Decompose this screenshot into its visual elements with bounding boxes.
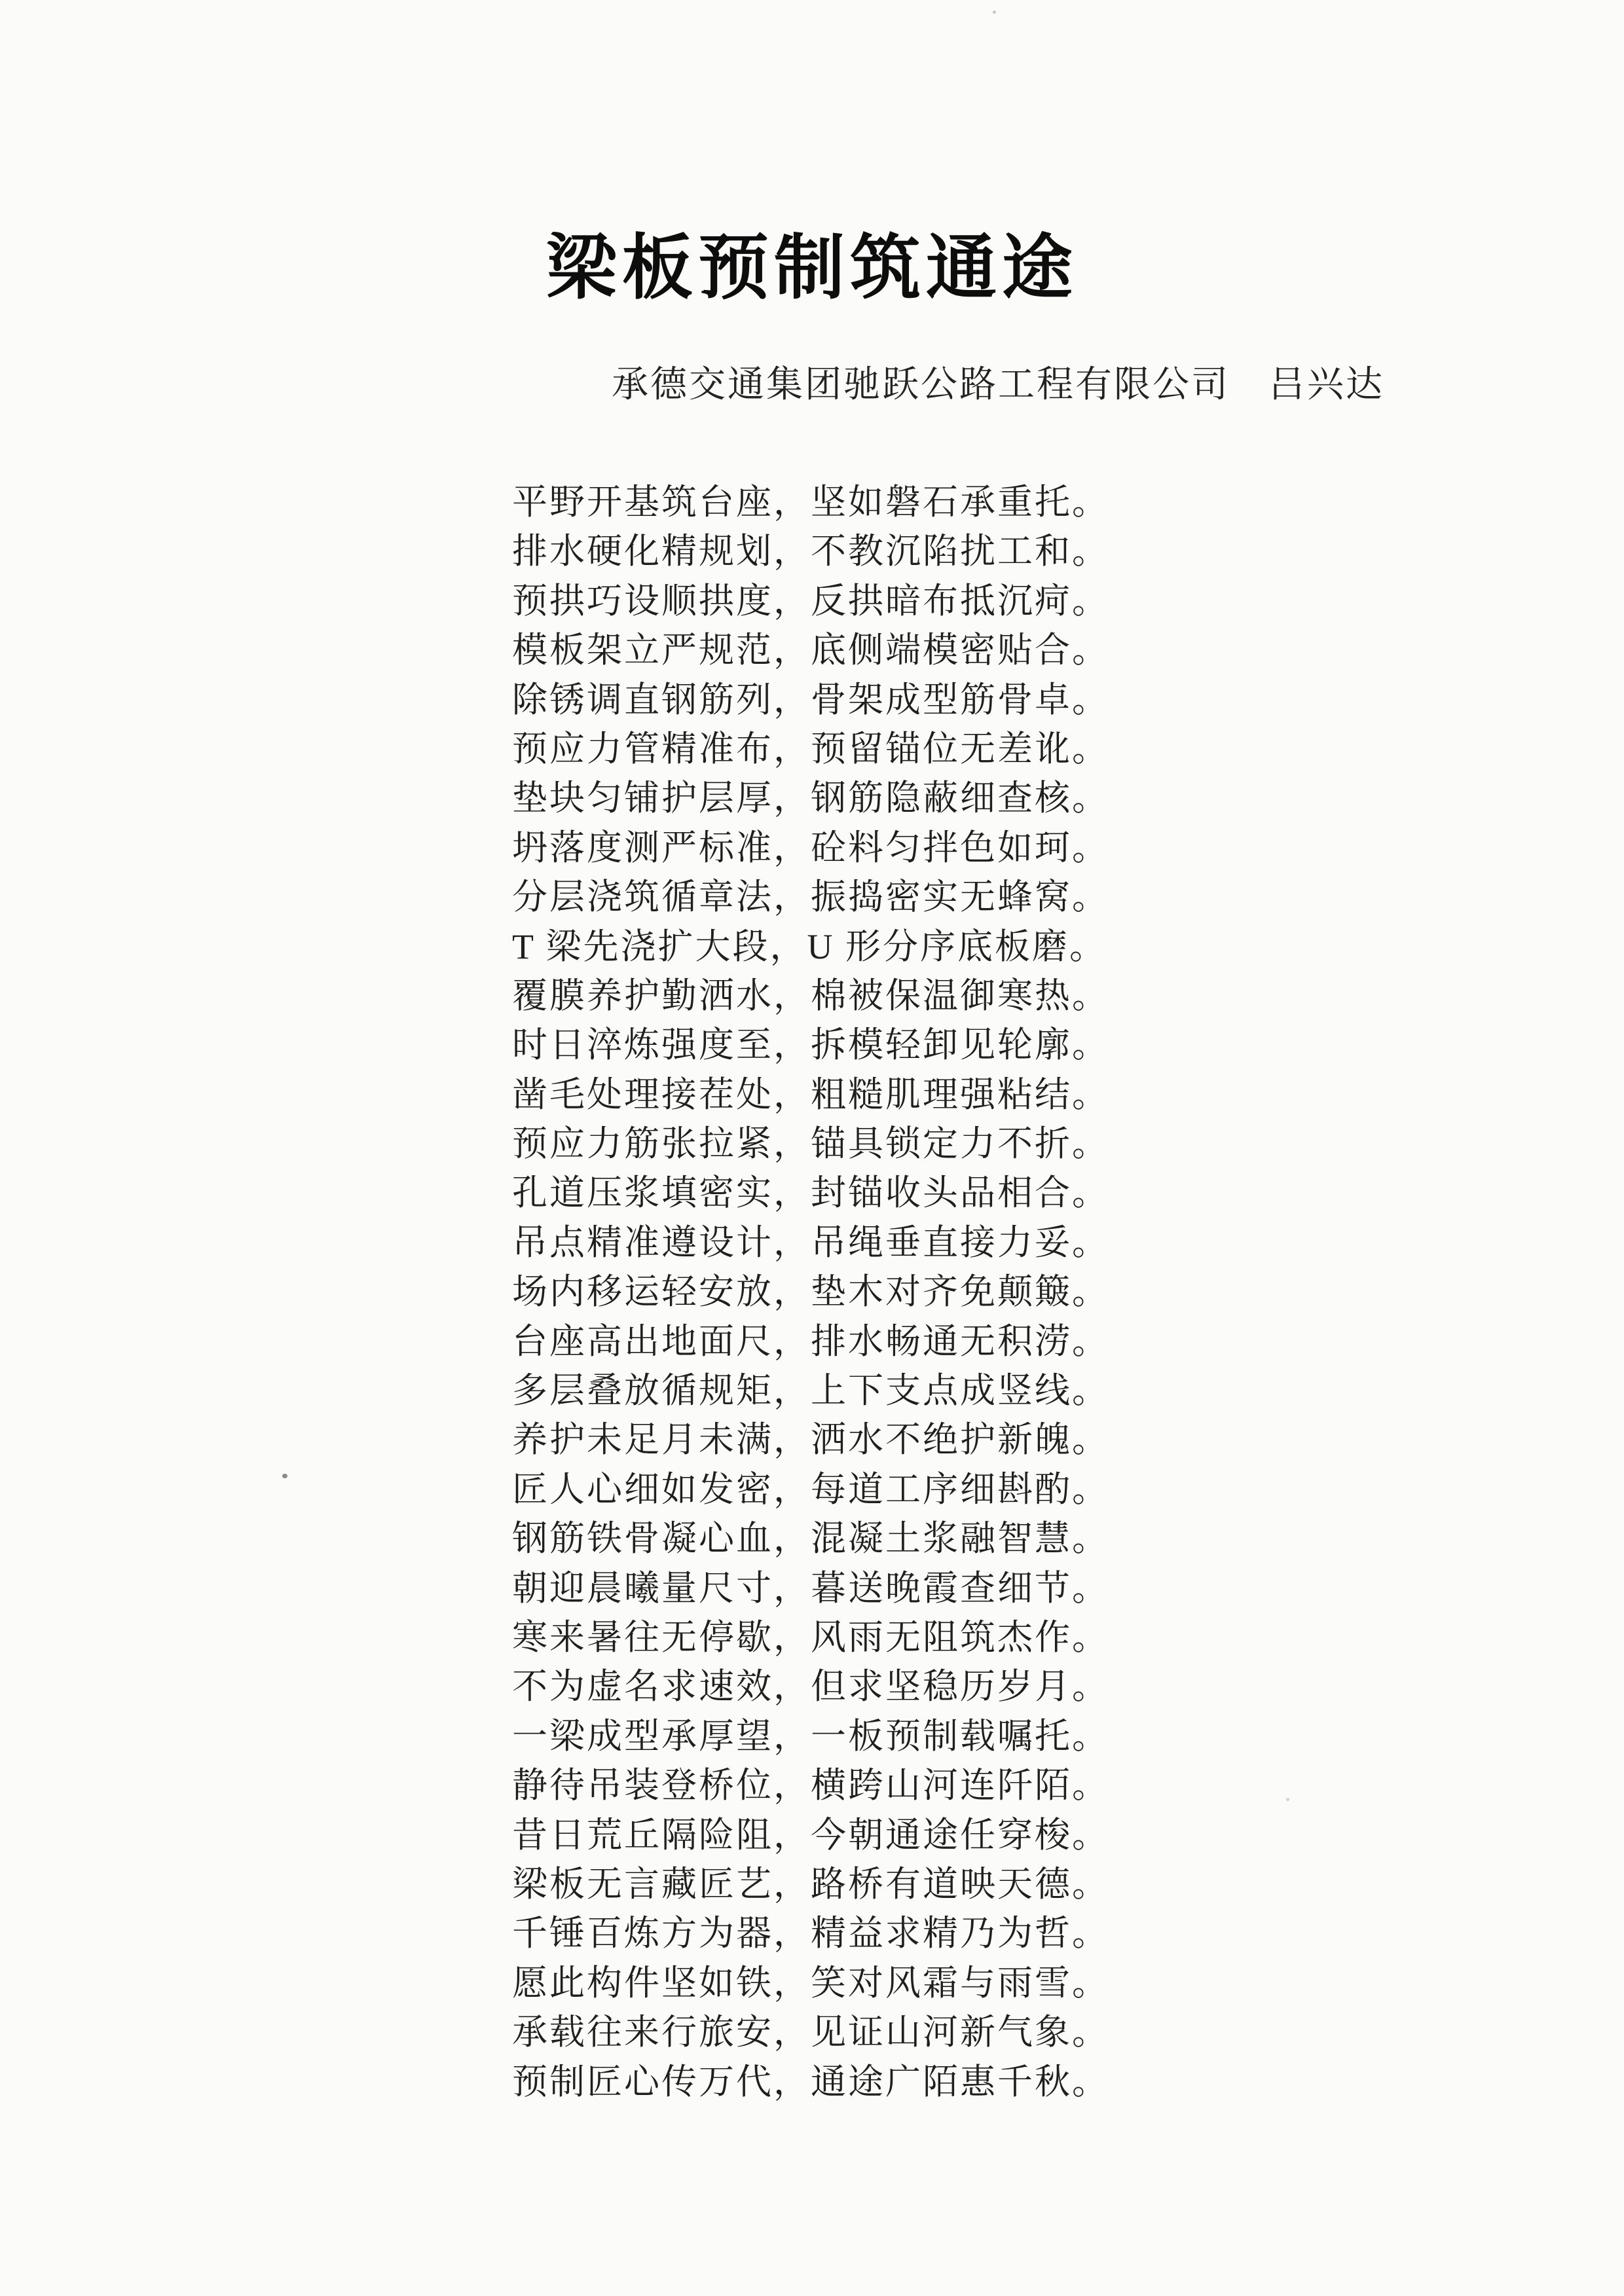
poem-line: 愿此构件坚如铁，笑对风霜与雨雪。 bbox=[512, 1963, 1109, 2003]
scan-speck bbox=[993, 10, 996, 14]
poem-line: 千锤百炼方为器，精益求精乃为哲。 bbox=[512, 1914, 1109, 1954]
author-byline: 承德交通集团驰跃公路工程有限公司 吕兴达 bbox=[612, 365, 1384, 405]
page-title: 梁板预制筑通途 bbox=[545, 230, 1078, 308]
poem-line: 预应力筋张拉紧，锚具锁定力不折。 bbox=[512, 1124, 1109, 1164]
poem-line: 场内移运轻安放，垫木对齐免颠簸。 bbox=[512, 1272, 1109, 1312]
poem-line: 台座高出地面尺，排水畅通无积涝。 bbox=[512, 1321, 1109, 1361]
poem-line: 承载往来行旅安，见证山河新气象。 bbox=[512, 2013, 1109, 2052]
poem-line: 预应力管精准布，预留锚位无差讹。 bbox=[512, 729, 1109, 769]
poem-line: 静待吊装登桥位，横跨山河连阡陌。 bbox=[512, 1766, 1109, 1806]
poem-line: 覆膜养护勤洒水，棉被保温御寒热。 bbox=[512, 975, 1109, 1015]
poem-line: 平野开基筑台座，坚如磐石承重托。 bbox=[512, 483, 1109, 522]
poem-body bbox=[512, 478, 1109, 2107]
poem-line: 梁板无言藏匠艺，路桥有道映天德。 bbox=[512, 1864, 1109, 1904]
poem-line: 孔道压浆填密实，封锚收头品相合。 bbox=[512, 1173, 1109, 1213]
poem-line: 朝迎晨曦量尺寸，暮送晚霞查细节。 bbox=[512, 1568, 1109, 1608]
poem-line: 一梁成型承厚望，一板预制载嘱托。 bbox=[512, 1716, 1109, 1756]
scan-speck bbox=[1286, 1798, 1289, 1801]
poem-line: 预制匠心传万代，通途广陌惠千秋。 bbox=[512, 2062, 1109, 2102]
poem-line: 钢筋铁骨凝心血，混凝土浆融智慧。 bbox=[512, 1519, 1109, 1559]
poem-line: T 梁先浇扩大段，U 形分序底板磨。 bbox=[512, 926, 1107, 966]
poem-line: 凿毛处理接茬处，粗糙肌理强粘结。 bbox=[512, 1074, 1109, 1114]
poem-line: 坍落度测严标准，砼料匀拌色如珂。 bbox=[512, 828, 1109, 867]
poem-line: 除锈调直钢筋列，骨架成型筋骨卓。 bbox=[512, 680, 1109, 720]
poem-line: 养护未足月未满，洒水不绝护新魄。 bbox=[512, 1420, 1109, 1460]
poem-line: 预拱巧设顺拱度，反拱暗布抵沉疴。 bbox=[512, 581, 1109, 621]
poem-line: 分层浇筑循章法，振捣密实无蜂窝。 bbox=[512, 877, 1109, 917]
poem-line: 多层叠放循规矩，上下支点成竖线。 bbox=[512, 1371, 1109, 1411]
poem-line: 吊点精准遵设计，吊绳垂直接力妥。 bbox=[512, 1222, 1109, 1262]
poem-line: 时日淬炼强度至，拆模轻卸见轮廓。 bbox=[512, 1025, 1109, 1065]
poem-line: 垫块匀铺护层厚，钢筋隐蔽细查核。 bbox=[512, 778, 1109, 818]
poem-line: 模板架立严规范，底侧端模密贴合。 bbox=[512, 630, 1109, 670]
poem-line: 不为虚名求速效，但求坚稳历岁月。 bbox=[512, 1667, 1109, 1707]
scan-speck bbox=[282, 1474, 287, 1478]
poem-line: 昔日荒丘隔险阻，今朝通途任穿梭。 bbox=[512, 1815, 1109, 1855]
poem-line: 排水硬化精规划，不教沉陷扰工和。 bbox=[512, 532, 1109, 572]
poem-line: 匠人心细如发密，每道工序细斟酌。 bbox=[512, 1469, 1109, 1509]
poem-line: 寒来暑往无停歇，风雨无阻筑杰作。 bbox=[512, 1617, 1109, 1657]
